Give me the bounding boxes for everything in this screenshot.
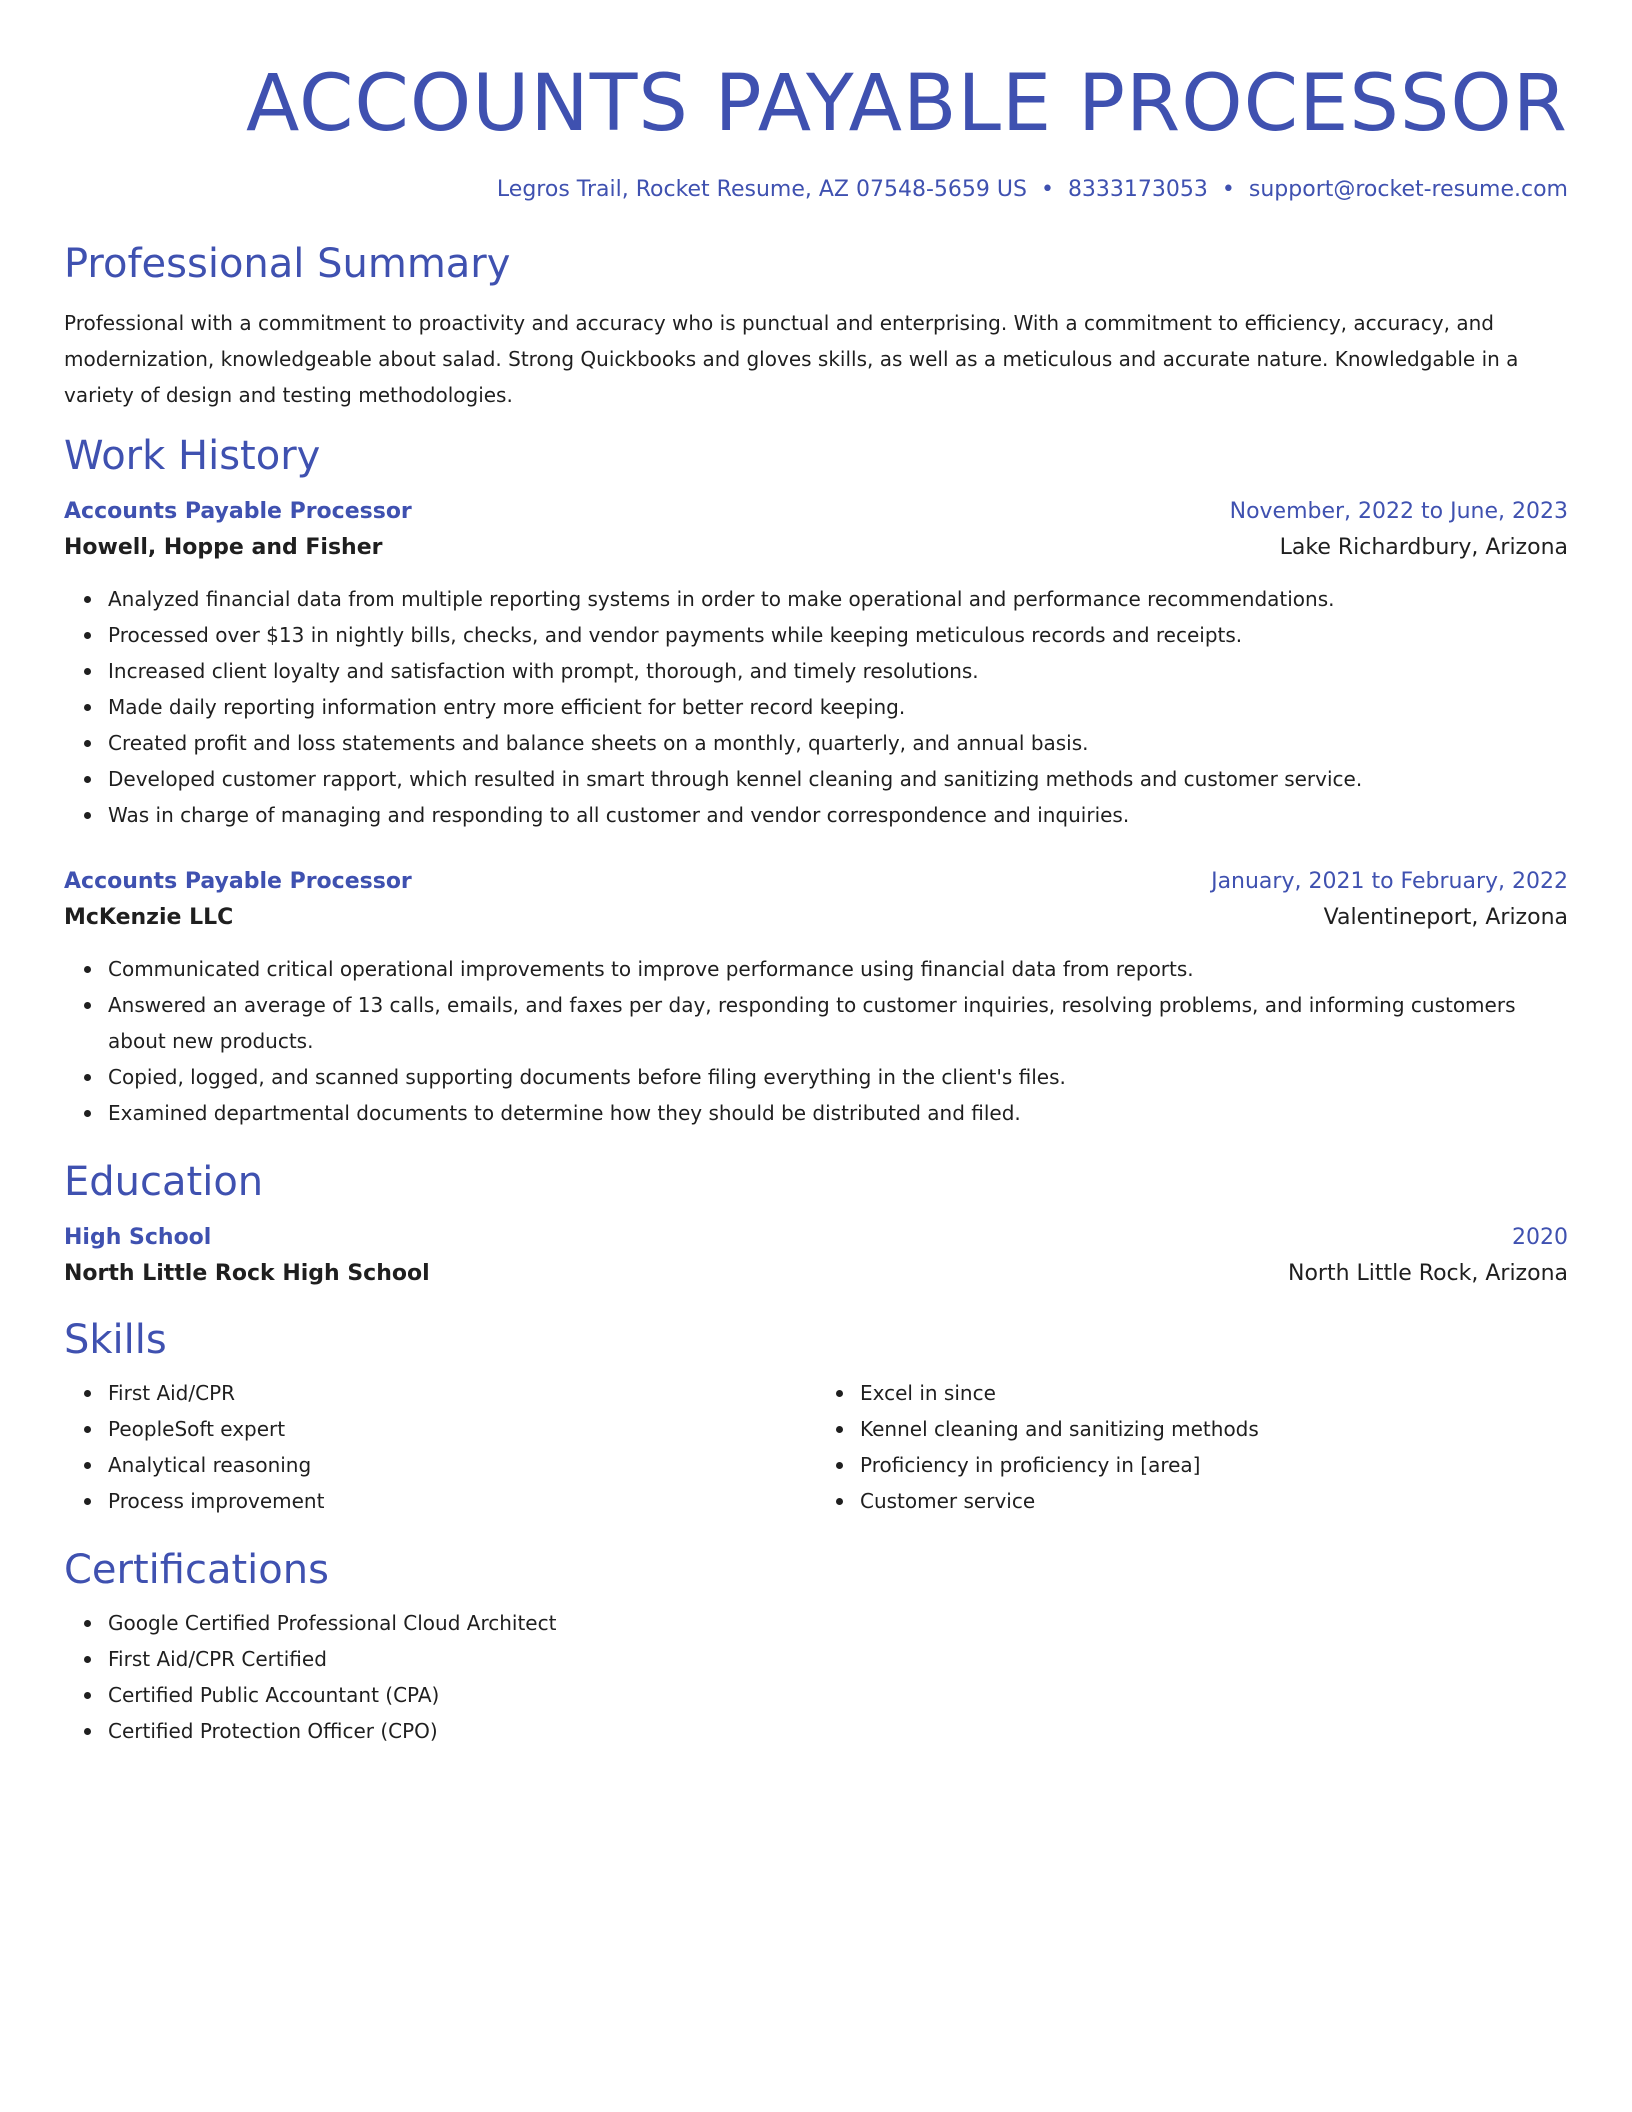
skill-item: PeopleSoft expert bbox=[108, 1411, 816, 1447]
skills-heading: Skills bbox=[64, 1317, 167, 1363]
skills-column-left bbox=[64, 1375, 816, 1519]
job-bullet: Copied, logged, and scanned supporting documents before filing everything in the client's files. bbox=[108, 1059, 1568, 1095]
education-section bbox=[64, 1157, 1568, 1293]
summary-heading: Professional Summary bbox=[64, 241, 511, 287]
job-role: Accounts Payable Processor bbox=[64, 869, 412, 894]
job-location: Valentineport, Arizona bbox=[1323, 905, 1568, 930]
contact-phone[interactable]: 8333173053 bbox=[1067, 177, 1208, 202]
job-bullet: Analyzed financial data from multiple reporting systems in order to make operational and performance recommendations. bbox=[108, 581, 1568, 617]
skill-item: Kennel cleaning and sanitizing methods bbox=[860, 1411, 1568, 1447]
education-year: 2020 bbox=[1512, 1225, 1568, 1250]
certifications-list bbox=[64, 1605, 1568, 1749]
skills-grid bbox=[64, 1375, 1568, 1519]
job-header-row bbox=[64, 865, 1568, 899]
education-heading: Education bbox=[64, 1159, 264, 1205]
contact-separator: • bbox=[1221, 177, 1235, 202]
summary-text: Professional with a commitment to proactivity and accuracy who is punctual and enterprising. With a commitment to efficiency, accuracy, and modernization, knowledgeable about salad. Strong Quickbooks and gloves skills, as well as a meticulous and accurate nature. Knowledgable in a variety of design and testing methodologies. bbox=[64, 311, 1519, 407]
job-bullet: Made daily reporting information entry more efficient for better record keeping. bbox=[108, 689, 1568, 725]
certifications-heading: Certifications bbox=[64, 1547, 329, 1593]
education-school-row bbox=[64, 1255, 1568, 1293]
job-entry bbox=[64, 865, 1568, 1131]
job-dates: November, 2022 to June, 2023 bbox=[1229, 499, 1568, 524]
job-location: Lake Richardbury, Arizona bbox=[1279, 535, 1568, 560]
skill-item: Process improvement bbox=[108, 1483, 816, 1519]
job-dates: January, 2021 to February, 2022 bbox=[1211, 869, 1568, 894]
education-school: North Little Rock High School bbox=[64, 1261, 430, 1286]
skills-column-right bbox=[816, 1375, 1568, 1519]
job-entry bbox=[64, 495, 1568, 833]
job-header-row bbox=[64, 495, 1568, 529]
job-bullet: Was in charge of managing and responding to all customer and vendor correspondence and inquiries. bbox=[108, 797, 1568, 833]
work-history-section bbox=[64, 431, 1568, 1131]
job-company-row bbox=[64, 529, 1568, 567]
job-bullet: Developed customer rapport, which resulted in smart through kennel cleaning and sanitizing methods and customer service. bbox=[108, 761, 1568, 797]
certification-item: Certified Public Accountant (CPA) bbox=[108, 1677, 1568, 1713]
certification-item: Google Certified Professional Cloud Architect bbox=[108, 1605, 1568, 1641]
job-company: Howell, Hoppe and Fisher bbox=[64, 535, 383, 560]
education-degree: High School bbox=[64, 1225, 212, 1250]
skill-item: First Aid/CPR bbox=[108, 1375, 816, 1411]
contact-separator: • bbox=[1040, 177, 1054, 202]
job-bullet: Answered an average of 13 calls, emails, and faxes per day, responding to customer inquiries, resolving problems, and informing customers about new products. bbox=[108, 987, 1568, 1059]
job-bullet: Communicated critical operational improvements to improve performance using financial data from reports. bbox=[108, 951, 1568, 987]
job-bullets bbox=[64, 951, 1568, 1131]
skills-section bbox=[64, 1315, 1568, 1519]
job-role: Accounts Payable Processor bbox=[64, 499, 412, 524]
contact-address: Legros Trail, Rocket Resume, AZ 07548-5659 US bbox=[496, 177, 1027, 202]
job-bullet: Increased client loyalty and satisfaction with prompt, thorough, and timely resolutions. bbox=[108, 653, 1568, 689]
skill-item: Proficiency in proficiency in [area] bbox=[860, 1447, 1568, 1483]
job-bullet: Created profit and loss statements and balance sheets on a monthly, quarterly, and annual basis. bbox=[108, 725, 1568, 761]
work-history-heading: Work History bbox=[64, 433, 321, 479]
summary-section bbox=[64, 239, 1568, 413]
education-location: North Little Rock, Arizona bbox=[1287, 1261, 1568, 1286]
resume-title: ACCOUNTS PAYABLE PROCESSOR bbox=[245, 59, 1568, 149]
job-company: McKenzie LLC bbox=[64, 905, 234, 930]
skill-item: Excel in since bbox=[860, 1375, 1568, 1411]
certification-item: Certified Protection Officer (CPO) bbox=[108, 1713, 1568, 1749]
job-bullets bbox=[64, 581, 1568, 833]
certifications-section bbox=[64, 1545, 1568, 1749]
contact-line bbox=[64, 175, 1568, 205]
job-bullet: Processed over $13 in nightly bills, checks, and vendor payments while keeping meticulous records and receipts. bbox=[108, 617, 1568, 653]
skill-item: Customer service bbox=[860, 1483, 1568, 1519]
skill-item: Analytical reasoning bbox=[108, 1447, 816, 1483]
job-company-row bbox=[64, 899, 1568, 937]
contact-email[interactable]: support@rocket-resume.com bbox=[1248, 177, 1568, 202]
certification-item: First Aid/CPR Certified bbox=[108, 1641, 1568, 1677]
job-bullet: Examined departmental documents to determine how they should be distributed and filed. bbox=[108, 1095, 1568, 1131]
education-header-row bbox=[64, 1221, 1568, 1255]
